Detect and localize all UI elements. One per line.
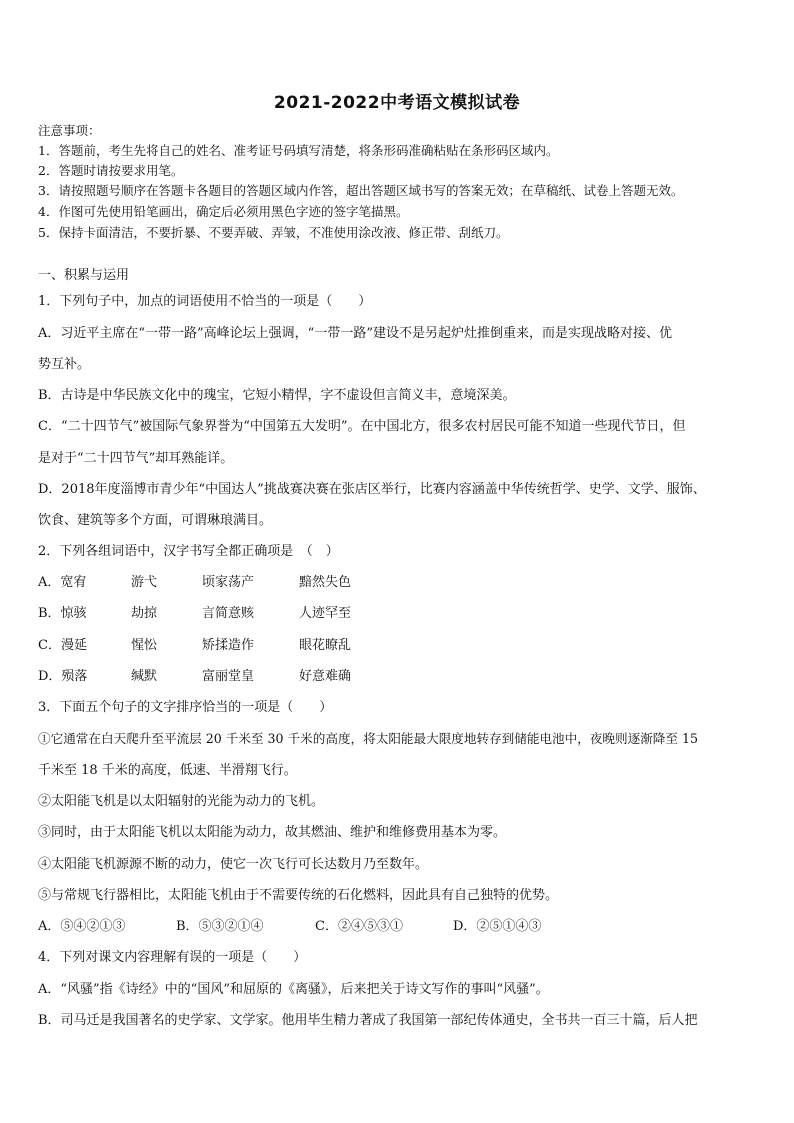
word-cell: C．漫延: [38, 638, 87, 653]
word-cell: B．惊骇: [38, 606, 87, 621]
question-stem: 2．下列各组词语中，汉字书写全都正确项是 （ ）: [38, 544, 339, 559]
sentence-1-cont: 千米至 18 千米的高度，低速、半滑翔飞行。: [38, 763, 297, 778]
option-a: A．“风骚”指《诗经》中的“国风”和屈原的《离骚》，后来把关于诗文写作的事叫“风骚”。: [38, 982, 549, 997]
word-cell: 游弋: [131, 575, 158, 590]
answer-option: D．②⑤①④③: [453, 919, 542, 934]
word-cell: 富丽堂皇: [202, 669, 255, 684]
answer-option: C．②④⑤③①: [315, 919, 403, 934]
word-cell: 黯然失色: [299, 575, 352, 590]
option-b: B．司马迁是我国著名的史学家、文学家。他用毕生精力著成了我国第一部纪传体通史，全书共一百三十篇，后人把: [38, 1013, 698, 1028]
option-a: A．习近平主席在“一带一路”高峰论坛上强调，“一带一路”建设不是另起炉灶推倒重来，而是实现战略对接、优: [38, 326, 672, 341]
word-cell: 缄默: [131, 669, 158, 684]
word-cell: 劫掠: [131, 606, 158, 621]
option-c: C．“二十四节气”被国际气象界誉为“中国第五大发明”。在中国北方，很多农村居民可能不知道一些现代节日，但: [38, 419, 686, 434]
notice-item: 5．保持卡面清洁，不要折暴、不要弄破、弄皱，不准使用涂改液、修正带、刮纸刀。: [38, 225, 509, 240]
answer-option: A．⑤④②①③: [38, 919, 126, 934]
word-cell: A．宽宥: [38, 575, 87, 590]
word-cell: 好意难确: [299, 669, 352, 684]
sentence-4: ④太阳能飞机源源不断的动力，使它一次飞行可长达数月乃至数年。: [38, 857, 429, 872]
question-stem: 1．下列句子中，加点的词语使用不恰当的一项是（ ）: [38, 294, 372, 309]
sentence-3: ③同时，由于太阳能飞机以太阳能为动力，故其燃油、维护和维修费用基本为零。: [38, 825, 507, 840]
option-b: B．古诗是中华民族文化中的瑰宝，它短小精悍，字不虚设但言简义丰，意境深美。: [38, 388, 516, 403]
word-cell: 言简意赅: [202, 606, 255, 621]
notice-item: 1．答题前，考生先将自己的姓名、准考证号码填写清楚，将条形码准确粘贴在条形码区域内。: [38, 143, 559, 158]
sentence-2: ②太阳能飞机是以太阳辐射的光能为动力的飞机。: [38, 794, 325, 809]
question-stem: 3．下面五个句子的文字排序恰当的一项是（ ）: [38, 700, 333, 715]
answer-option: B．⑤③②①④: [176, 919, 264, 934]
word-cell: 矫揉造作: [202, 638, 255, 653]
question-stem: 4．下列对课文内容理解有误的一项是（ ）: [38, 950, 307, 965]
notice-heading: 注意事项：: [38, 123, 101, 138]
sentence-1: ①它通常在白天爬升至平流层 20 千米至 30 千米的高度，将太阳能最大限度地转存到储能电池中，夜晚则逐渐降至 15: [38, 731, 698, 746]
word-cell: 人迹罕至: [299, 606, 352, 621]
notice-item: 2．答题时请按要求用笔。: [38, 163, 184, 178]
option-d: D．2018年度淄博市青少年“中国达人”挑战赛决赛在张店区举行，比赛内容涵盖中华传统哲学、史学、文学、服饰、: [38, 482, 706, 497]
word-cell: D．殒落: [38, 669, 88, 684]
word-cell: 顷家荡产: [202, 575, 255, 590]
page-title: 2021-2022中考语文模拟试卷: [273, 93, 521, 113]
sentence-5: ⑤与常规飞行器相比，太阳能飞机由于不需要传统的石化燃料，因此具有自己独特的优势。: [38, 888, 559, 903]
option-c-cont: 是对于“二十四节气”却耳熟能详。: [38, 451, 234, 466]
option-a-cont: 势互补。: [38, 357, 91, 372]
notice-item: 3．请按照题号顺序在答题卡各题目的答题区域内作答，超出答题区域书写的答案无效；在草稿纸、试卷上答题无效。: [38, 183, 684, 198]
word-cell: 惺忪: [131, 638, 158, 653]
section-heading: 一、积累与运用: [38, 268, 130, 283]
notice-item: 4．作图可先使用铅笔画出，确定后必须用黑色字迹的签字笔描黑。: [38, 204, 409, 219]
word-cell: 眼花瞭乱: [299, 638, 352, 653]
option-d-cont: 饮食、建筑等多个方面，可谓琳琅满目。: [38, 513, 273, 528]
